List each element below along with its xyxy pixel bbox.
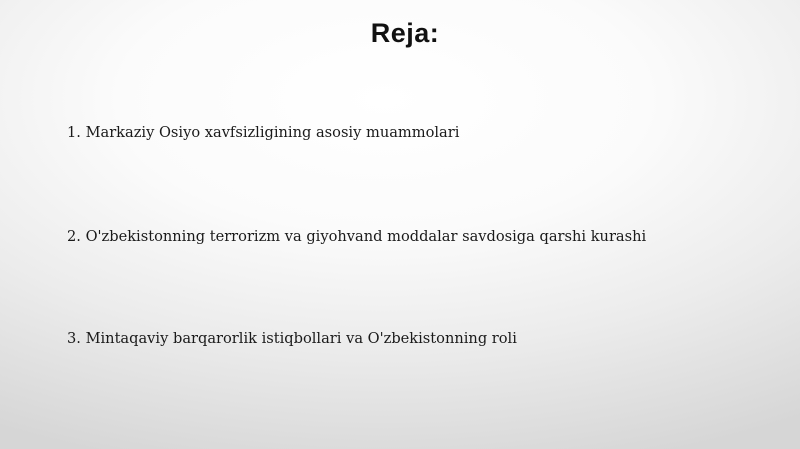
- plan-item-1: 1. Markaziy Osiyo xavfsizligining asosiy muammolari: [67, 124, 460, 141]
- slide-title: Reja:: [370, 18, 440, 48]
- plan-item-3: 3. Mintaqaviy barqarorlik istiqbollari va O'zbekistonning roli: [67, 330, 517, 347]
- plan-item-2: 2. O'zbekistonning terrorizm va giyohvand moddalar savdosiga qarshi kurashi: [67, 228, 647, 245]
